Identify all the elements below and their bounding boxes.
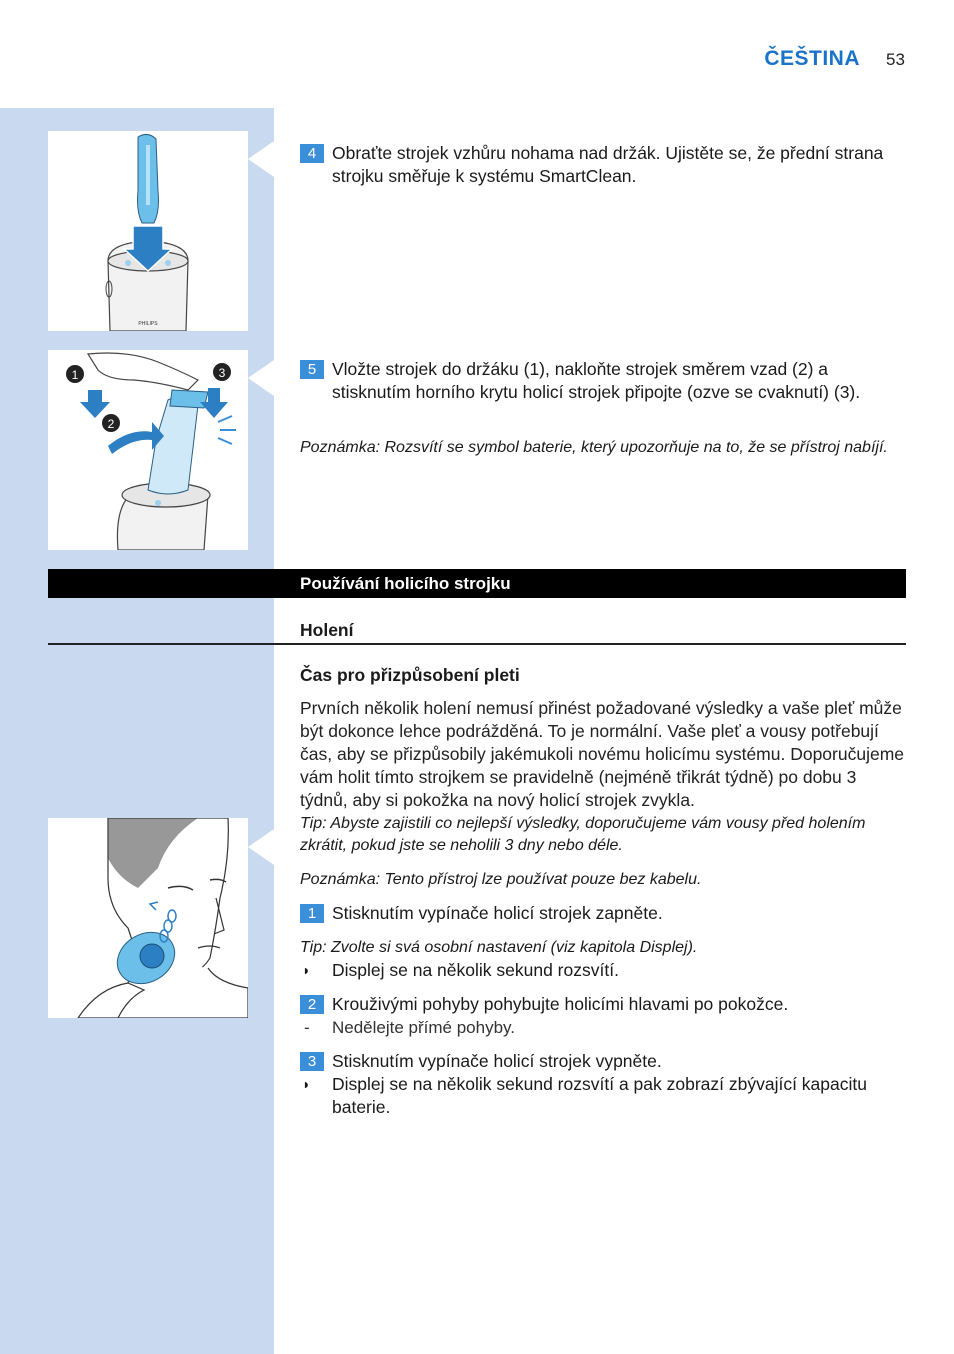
step-number: 2 bbox=[300, 995, 324, 1014]
dash-marker: - bbox=[304, 1018, 310, 1037]
tip-personal-settings: Tip: Zvolte si svá osobní nastavení (viz kapitola Displej). bbox=[300, 939, 698, 956]
step-number: 3 bbox=[300, 1052, 324, 1071]
brand-label: PHILIPS bbox=[138, 321, 158, 327]
result-2 bbox=[300, 1073, 906, 1119]
step-1 bbox=[300, 902, 906, 925]
dash-text: Nedělejte přímé pohyby. bbox=[332, 1018, 516, 1037]
result-text: Displej se na několik sekund rozsvítí a pak zobrazí zbývající kapacitu baterie. bbox=[332, 1074, 867, 1117]
result-text: Displej se na několik sekund rozsvítí. bbox=[332, 960, 619, 980]
divider bbox=[48, 643, 906, 645]
note-charging: Poznámka: Rozsvítí se symbol baterie, který upozorňuje na to, že se přístroj nabíjí. bbox=[300, 439, 888, 456]
step-number: 5 bbox=[300, 360, 324, 379]
step-text: Obraťte strojek vzhůru nohama nad držák. Ujistěte se, že přední strana strojku směřuje k systému SmartClean. bbox=[332, 143, 884, 186]
language-label: ČEŠTINA bbox=[764, 47, 860, 70]
adaptation-heading: Čas pro přizpůsobení pleti bbox=[300, 665, 520, 685]
page-number: 53 bbox=[886, 50, 905, 69]
subheading-shaving: Holení bbox=[300, 620, 354, 640]
step-text: Stisknutím vypínače holicí strojek zapněte. bbox=[332, 903, 663, 923]
tip-trim-beard: Tip: Abyste zajistili co nejlepší výsledky, doporučujeme vám vousy před holením zkrátit, pokud jste se neholili 3 dny nebo déle. bbox=[300, 815, 866, 854]
illustration-attach-shaver bbox=[48, 350, 248, 550]
illustration-insert-shaver bbox=[48, 131, 248, 331]
step-number: 4 bbox=[300, 144, 324, 163]
step-number: 1 bbox=[300, 904, 324, 923]
dash-item bbox=[300, 1016, 906, 1039]
step-3 bbox=[300, 1050, 906, 1073]
label-3: 3 bbox=[218, 366, 226, 380]
step-text: Vložte strojek do držáku (1), nakloňte strojek směrem vzad (2) a stisknutím horního krytu holicí strojek připojte (ozve se cvaknutí) (3). bbox=[332, 359, 861, 402]
step-text: Krouživými pohyby pohybujte holicími hlavami po pokožce. bbox=[332, 994, 789, 1014]
step-5 bbox=[300, 358, 906, 404]
pointer-arrow bbox=[248, 141, 274, 177]
label-2: 2 bbox=[107, 417, 115, 431]
adaptation-body: Prvních několik holení nemusí přinést požadované výsledky a vaše pleť může být dokonce lehce podrážděná. To je normální. Vaše pleť a vousy potřebují čas, aby se přizpůsobily jakémukoli novému holicímu systému. Doporučujeme vám holit tímto strojkem se pravidelně (nejméně třikrát týdně) po dobu 3 týdnů, aby si pokožka na nový holicí strojek zvykla. bbox=[300, 698, 905, 810]
result-1 bbox=[300, 959, 906, 982]
result-marker: ◗ bbox=[302, 962, 311, 978]
step-2 bbox=[300, 993, 906, 1016]
pointer-arrow bbox=[248, 829, 274, 865]
label-1: 1 bbox=[71, 368, 79, 382]
result-marker: ◗ bbox=[302, 1076, 311, 1092]
illustration-shaving bbox=[48, 818, 248, 1018]
step-4 bbox=[300, 142, 906, 188]
pointer-arrow bbox=[248, 360, 274, 396]
section-title: Používání holicího strojku bbox=[300, 574, 511, 593]
note-cordless: Poznámka: Tento přístroj lze používat pouze bez kabelu. bbox=[300, 871, 702, 888]
step-text: Stisknutím vypínače holicí strojek vypněte. bbox=[332, 1051, 662, 1071]
section-header bbox=[48, 569, 906, 598]
